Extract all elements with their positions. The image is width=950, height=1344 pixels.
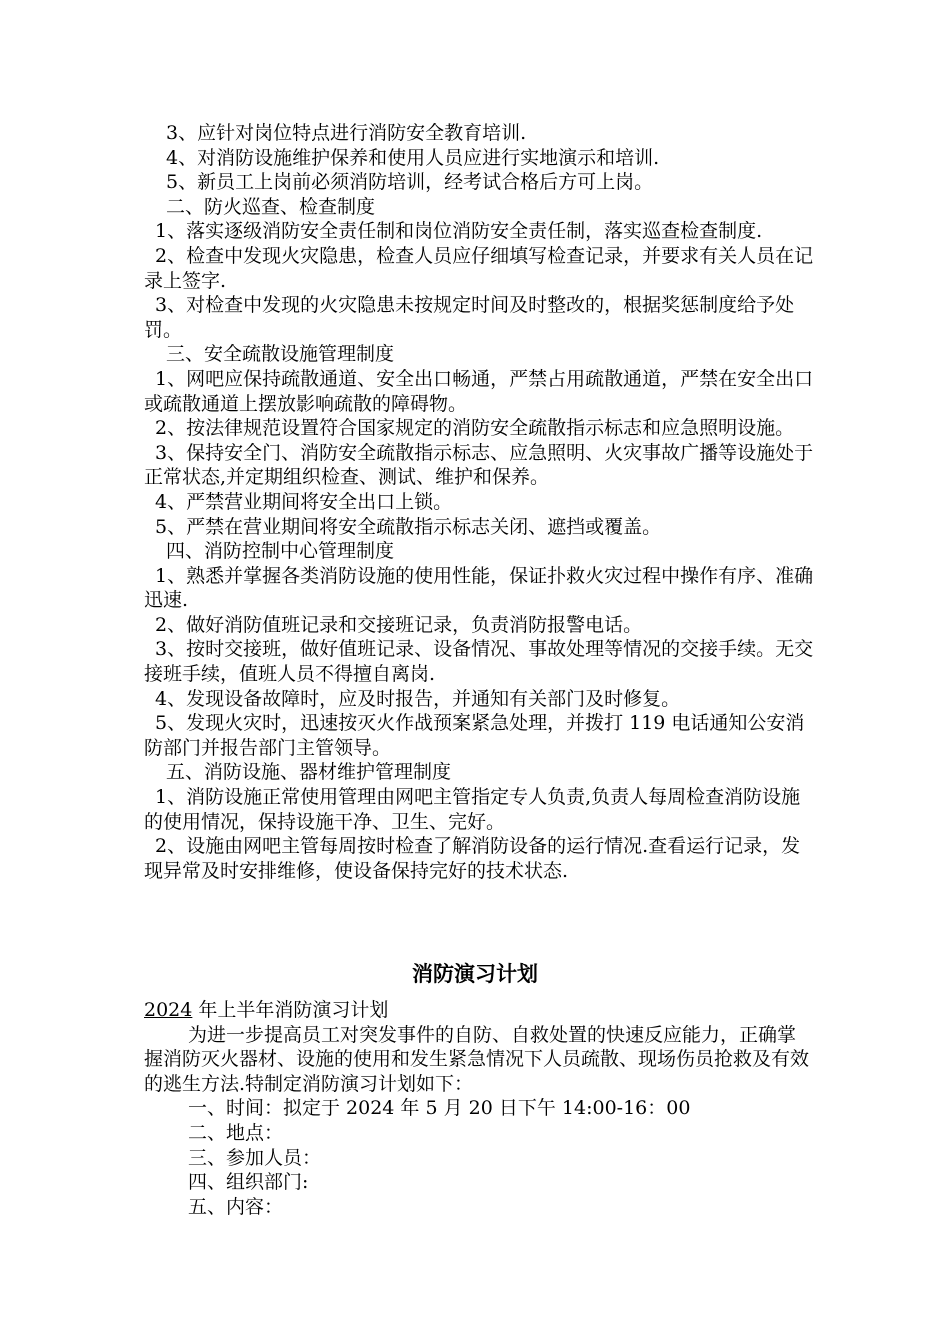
- section3-item-3: 3、保持安全门、消防安全疏散指示标志、应急照明、火灾事故广播等设施处于正常状态,并定期组织检查、测试、维护和保养。: [144, 441, 814, 489]
- section4-item-3: 3、按时交接班，做好值班记录、设备情况、事故处理等情况的交接手续。无交接班手续，值班人员不得擅自离岗.: [144, 638, 814, 686]
- plan-item-organizer: 四、组织部门:: [188, 1171, 309, 1194]
- plan-subtitle-year: 2024: [144, 999, 193, 1021]
- plan-title: 消防演习计划: [412, 962, 538, 986]
- section3-item-2: 2、按法律规范设置符合国家规定的消防安全疏散指示标志和应急照明设施。: [155, 417, 795, 440]
- plan-item-location: 二、地点：: [188, 1121, 284, 1144]
- section3-item-1: 1、网吧应保持疏散通道、安全出口畅通，严禁占用疏散通道，严禁在安全出口 或疏散通道上摆放影响疏散的障碍物。: [144, 367, 814, 415]
- section3-item-4: 4、严禁营业期间将安全出口上锁。: [155, 490, 453, 513]
- plan-intro: 为进一步提高员工对突发事件的自防、自救处置的快速反应能力，正确掌握消防灭火器材、设施的使用和发生紧急情况下人员疏散、现场伤员抢救及有效的逃生方法.特制定消防演习计划如下：: [144, 1023, 810, 1095]
- section2-item-3: 3、对检查中发现的火灾隐患未按规定时间及时整改的，根据奖惩制度给予处罚。: [144, 294, 795, 341]
- section5-item-2: 2、设施由网吧主管每周按时检查了解消防设备的运行情况.查看运行记录，发现异常及时安排维修，使设备保持完好的技术状态.: [144, 835, 801, 882]
- plan-item-participants: 三、参加人员：: [188, 1146, 322, 1169]
- section5-heading: 五、消防设施、器材维护管理制度: [166, 761, 452, 784]
- section2-heading: 二、防火巡查、检查制度: [166, 195, 376, 218]
- plan-subtitle-text: 年上半年消防演习计划: [192, 999, 389, 1021]
- section1-item-3: 3、应针对岗位特点进行消防安全教育培训.: [166, 122, 527, 144]
- section2-item-2: 2、检查中发现火灾隐患，检查人员应仔细填写检查记录，并要求有关人员在记录上签字.: [144, 244, 814, 292]
- section4-item-5: 5、发现火灾时，迅速按灭火作战预案紧急处理，并拨打 119 电话通知公安消防部门并报告部门主管领导。: [144, 712, 805, 759]
- section4-item-2: 2、做好消防值班记录和交接班记录，负责消防报警电话。: [155, 613, 643, 636]
- plan-body: [144, 998, 814, 1219]
- regulations-body: [144, 121, 814, 883]
- section1-item-5: 5、新员工上岗前必须消防培训，经考试合格后方可上岗。: [166, 171, 654, 194]
- section4-item-4: 4、发现设备故障时，应及时报告，并通知有关部门及时修复。: [155, 687, 681, 710]
- section4-item-1: 1、熟悉并掌握各类消防设施的使用性能，保证扑救火灾过程中操作有序、准确迅速.: [144, 564, 814, 612]
- section3-item-5: 5、严禁在营业期间将安全疏散指示标志关闭、遮挡或覆盖。: [155, 515, 662, 538]
- plan-subtitle: [144, 998, 814, 1023]
- section1-item-4: 4、对消防设施维护保养和使用人员应进行实地演示和培训.: [166, 146, 660, 169]
- section5-item-1: 1、消防设施正常使用管理由网吧主管指定专人负责,负责人每周检查消防设施的使用情况，保持设施干净、卫生、完好。: [144, 786, 801, 833]
- plan-item-content: 五、内容：: [188, 1195, 284, 1218]
- section4-heading: 四、消防控制中心管理制度: [166, 540, 395, 563]
- section2-item-1: 1、落实逐级消防安全责任制和岗位消防安全责任制，落实巡查检查制度.: [155, 220, 763, 243]
- section3-heading: 三、安全疏散设施管理制度: [166, 343, 395, 366]
- plan-item-time: 一、时间：拟定于 2024 年 5 月 20 日下午 14:00-16：00: [188, 1097, 691, 1120]
